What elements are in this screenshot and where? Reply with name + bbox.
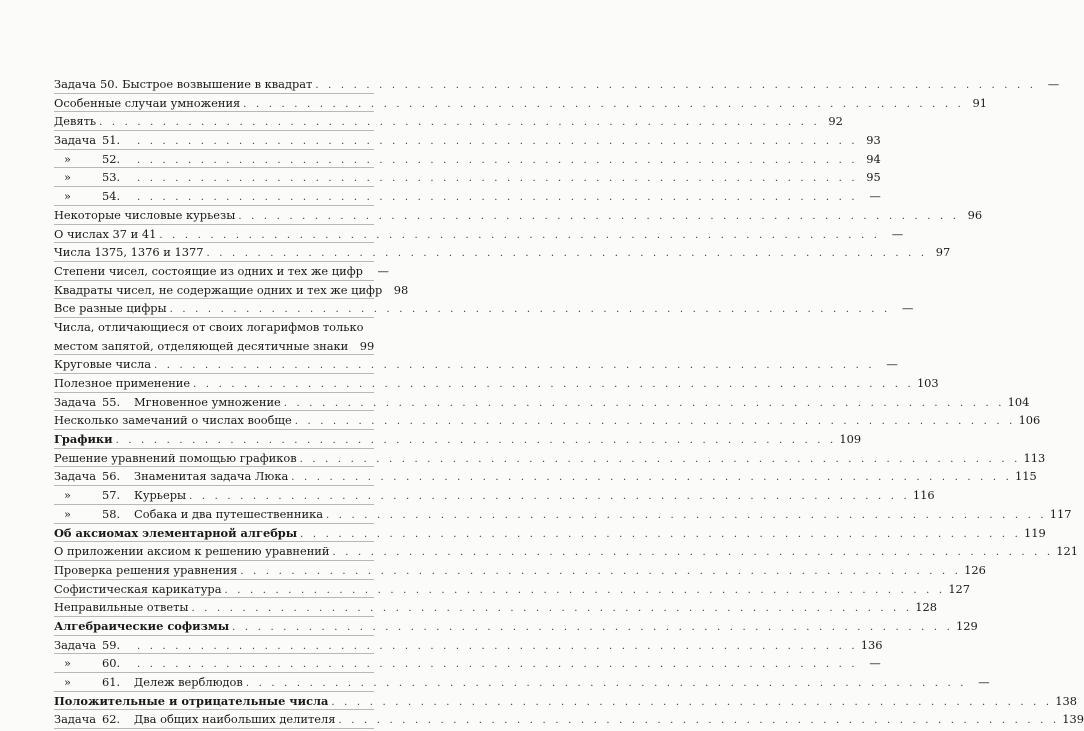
toc-entry-title: Круговые числа	[54, 357, 152, 372]
toc-entry	[54, 505, 1072, 524]
problem-prefix: »	[64, 506, 71, 521]
toc-entry	[54, 692, 1077, 711]
dot-leader	[225, 582, 946, 601]
problem-prefix: »	[64, 170, 71, 185]
toc-entry	[54, 393, 1030, 412]
toc-page-number: 94	[866, 151, 881, 166]
toc-page-number: 121	[1056, 544, 1079, 559]
toc-entry	[54, 112, 843, 131]
toc-entry	[54, 524, 1046, 543]
toc-page-number: —	[377, 263, 389, 278]
dot-leader	[284, 395, 1005, 414]
toc-page-number: —	[1047, 77, 1060, 91]
problem-number: 57.	[102, 488, 121, 503]
dot-leader	[295, 413, 1016, 432]
problem-number: 61.	[102, 675, 121, 690]
toc-entry-title: Некоторые числовые курьезы	[54, 207, 236, 222]
problem-prefix: Задача	[54, 712, 97, 727]
dot-leader	[193, 376, 914, 395]
toc-entry-title: Два общих наибольших делителя	[134, 712, 336, 727]
toc-entry	[54, 243, 951, 262]
toc-page-number: 117	[1049, 506, 1072, 521]
problem-number: 52.	[102, 151, 121, 166]
dot-leader	[137, 189, 858, 208]
toc-page-number: 99	[359, 338, 375, 353]
toc-entry-title: Все разные цифры	[54, 301, 167, 316]
dot-leader	[154, 357, 875, 376]
problem-number: 53.	[102, 170, 121, 185]
toc-entry	[54, 710, 1084, 729]
toc-entry	[54, 654, 881, 673]
dot-leader	[338, 712, 1059, 731]
toc-entry	[54, 187, 881, 206]
toc-entry	[54, 561, 986, 580]
dot-leader	[137, 152, 858, 171]
problem-number: 54.	[102, 189, 121, 204]
dot-leader	[159, 227, 880, 246]
toc-entry-title: Знаменитая задача Люка	[134, 469, 289, 484]
problem-number: 60.	[102, 656, 121, 671]
dot-leader	[291, 469, 1012, 488]
toc-entry	[54, 75, 1060, 94]
dot-leader	[99, 114, 820, 133]
toc-entry-title: Проверка решения уравнения	[54, 562, 238, 577]
toc-page-number: 115	[1015, 469, 1037, 484]
toc-entry	[54, 150, 881, 169]
dot-leader	[137, 133, 858, 152]
toc-entry-title: Квадраты чисел, не содержащие одних и тех же цифр	[54, 282, 383, 297]
toc-entry	[54, 374, 939, 393]
dot-leader	[315, 77, 1036, 96]
toc-entry-title: Собака и два путешественника	[134, 506, 323, 521]
dot-leader	[326, 507, 1047, 526]
toc-entry-title: Числа, отличающиеся от своих логарифмов только	[54, 319, 364, 334]
problem-number: 56.	[102, 469, 121, 484]
toc-page-number: 109	[839, 432, 862, 447]
toc-entry	[54, 131, 881, 150]
problem-number: 59.	[102, 637, 121, 652]
toc-entry-title: Полезное применение	[54, 376, 191, 391]
dot-leader	[137, 170, 858, 189]
toc-entry-title: Курьеры	[134, 488, 187, 503]
toc-page-number: —	[869, 189, 881, 204]
problem-prefix: »	[64, 656, 71, 671]
toc-entry	[54, 617, 978, 636]
toc-page-number: 104	[1007, 394, 1030, 409]
toc-page-number: 139	[1062, 712, 1084, 727]
toc-entry	[54, 355, 898, 374]
toc-entry	[54, 636, 883, 655]
dot-leader	[243, 96, 964, 115]
problem-prefix: Задача	[54, 637, 97, 652]
toc-entry	[54, 580, 971, 599]
toc-page-number: 92	[828, 114, 843, 129]
toc-entry	[54, 299, 914, 318]
toc-page-number: 127	[948, 581, 971, 596]
problem-prefix: »	[64, 488, 71, 503]
problem-prefix: »	[64, 189, 71, 204]
toc-entry-title: Мгновенное умножение	[134, 394, 281, 409]
dot-leader	[333, 544, 1054, 563]
toc-entry-title: Положительные и отрицательные числа	[54, 693, 329, 708]
toc-entry	[54, 225, 904, 244]
toc-entry-title-cont: местом запятой, отделяющей десятичные знаки	[54, 338, 349, 353]
toc-entry	[54, 281, 409, 300]
toc-page-number: 116	[912, 488, 935, 503]
dot-leader	[331, 694, 1052, 713]
toc-page-number: 95	[866, 170, 881, 185]
problem-number: 55.	[102, 394, 121, 409]
toc-page-number: —	[902, 301, 914, 316]
toc-entry	[54, 449, 1046, 468]
toc-entry	[54, 168, 881, 187]
dot-leader	[137, 638, 858, 657]
toc-entry-title: Алгебраические софизмы	[54, 618, 230, 633]
dot-leader	[137, 656, 858, 675]
toc-page-number: 136	[860, 637, 883, 652]
toc-page-number: 126	[964, 562, 986, 577]
problem-prefix: Задача	[54, 133, 97, 148]
toc-entry	[54, 411, 1041, 430]
toc-page-number: —	[978, 675, 990, 690]
toc-entry-title: Неправильные ответы	[54, 600, 189, 615]
problem-number: 50.	[100, 77, 119, 91]
dot-leader	[232, 619, 953, 638]
toc-entry	[54, 467, 1037, 486]
problem-number: 62.	[102, 712, 121, 727]
toc-entry-title: О числах 37 и 41	[54, 226, 157, 241]
toc-page-number: 106	[1018, 413, 1041, 428]
problem-prefix: Задача	[54, 77, 97, 91]
toc-page-number: 93	[866, 133, 881, 148]
toc-entry-title: Быстрое возвышение в квадрат	[122, 77, 313, 91]
toc-entry	[54, 486, 935, 505]
toc-page-number: —	[891, 226, 904, 241]
toc-page-number: 91	[972, 95, 988, 110]
dot-leader	[240, 563, 961, 582]
toc-entry-title: Об аксиомах элементарной алгебры	[54, 525, 298, 540]
toc-page-number: —	[886, 357, 898, 372]
toc-entry-title: Девять	[54, 114, 97, 129]
toc-entry	[54, 673, 990, 692]
dot-leader	[300, 451, 1021, 470]
toc-page-number: 128	[915, 600, 938, 615]
problem-prefix: »	[64, 151, 71, 166]
toc-page-number: —	[869, 656, 881, 671]
problem-prefix: Задача	[54, 469, 97, 484]
toc-page-number: 103	[916, 376, 939, 391]
toc-entry-title: Графики	[54, 432, 113, 447]
toc-entry-title: Решение уравнений помощью графиков	[54, 450, 297, 465]
toc-entry-title: Степени чисел, состоящие из одних и тех же цифр	[54, 263, 363, 278]
toc-page-number: 119	[1023, 525, 1046, 540]
dot-leader	[238, 208, 959, 227]
toc-entry	[54, 430, 862, 449]
dot-leader	[246, 675, 967, 694]
dot-leader	[300, 526, 1021, 545]
problem-number: 51.	[102, 133, 121, 148]
toc-page-number: 129	[955, 618, 978, 633]
toc-entry-title: Числа 1375, 1376 и 1377	[54, 245, 204, 260]
toc-page-number: 113	[1023, 450, 1046, 465]
toc-entry	[54, 598, 938, 617]
toc-page-number: 97	[935, 245, 951, 260]
toc-entry-title: Несколько замечаний о числах вообще	[54, 413, 292, 428]
toc-page-number: 138	[1055, 693, 1077, 708]
problem-prefix: »	[64, 675, 71, 690]
problem-number: 58.	[102, 506, 121, 521]
dot-leader	[192, 600, 913, 619]
toc-entry-title: Особенные случаи умножения	[54, 95, 241, 110]
toc-entry-title: Дележ верблюдов	[134, 675, 243, 690]
toc-entry	[54, 542, 1079, 561]
toc-entry	[54, 94, 988, 113]
toc-entry	[54, 318, 374, 355]
problem-prefix: Задача	[54, 394, 97, 409]
toc-entry	[54, 206, 983, 225]
toc-entry-title: Софистическая карикатура	[54, 581, 222, 596]
toc-entry	[54, 262, 389, 281]
toc-entry-title: О приложении аксиом к решению уравнений	[54, 544, 330, 559]
table-of-contents	[54, 75, 1084, 729]
toc-page-number: 96	[967, 207, 983, 222]
toc-page-number: 98	[393, 282, 409, 297]
